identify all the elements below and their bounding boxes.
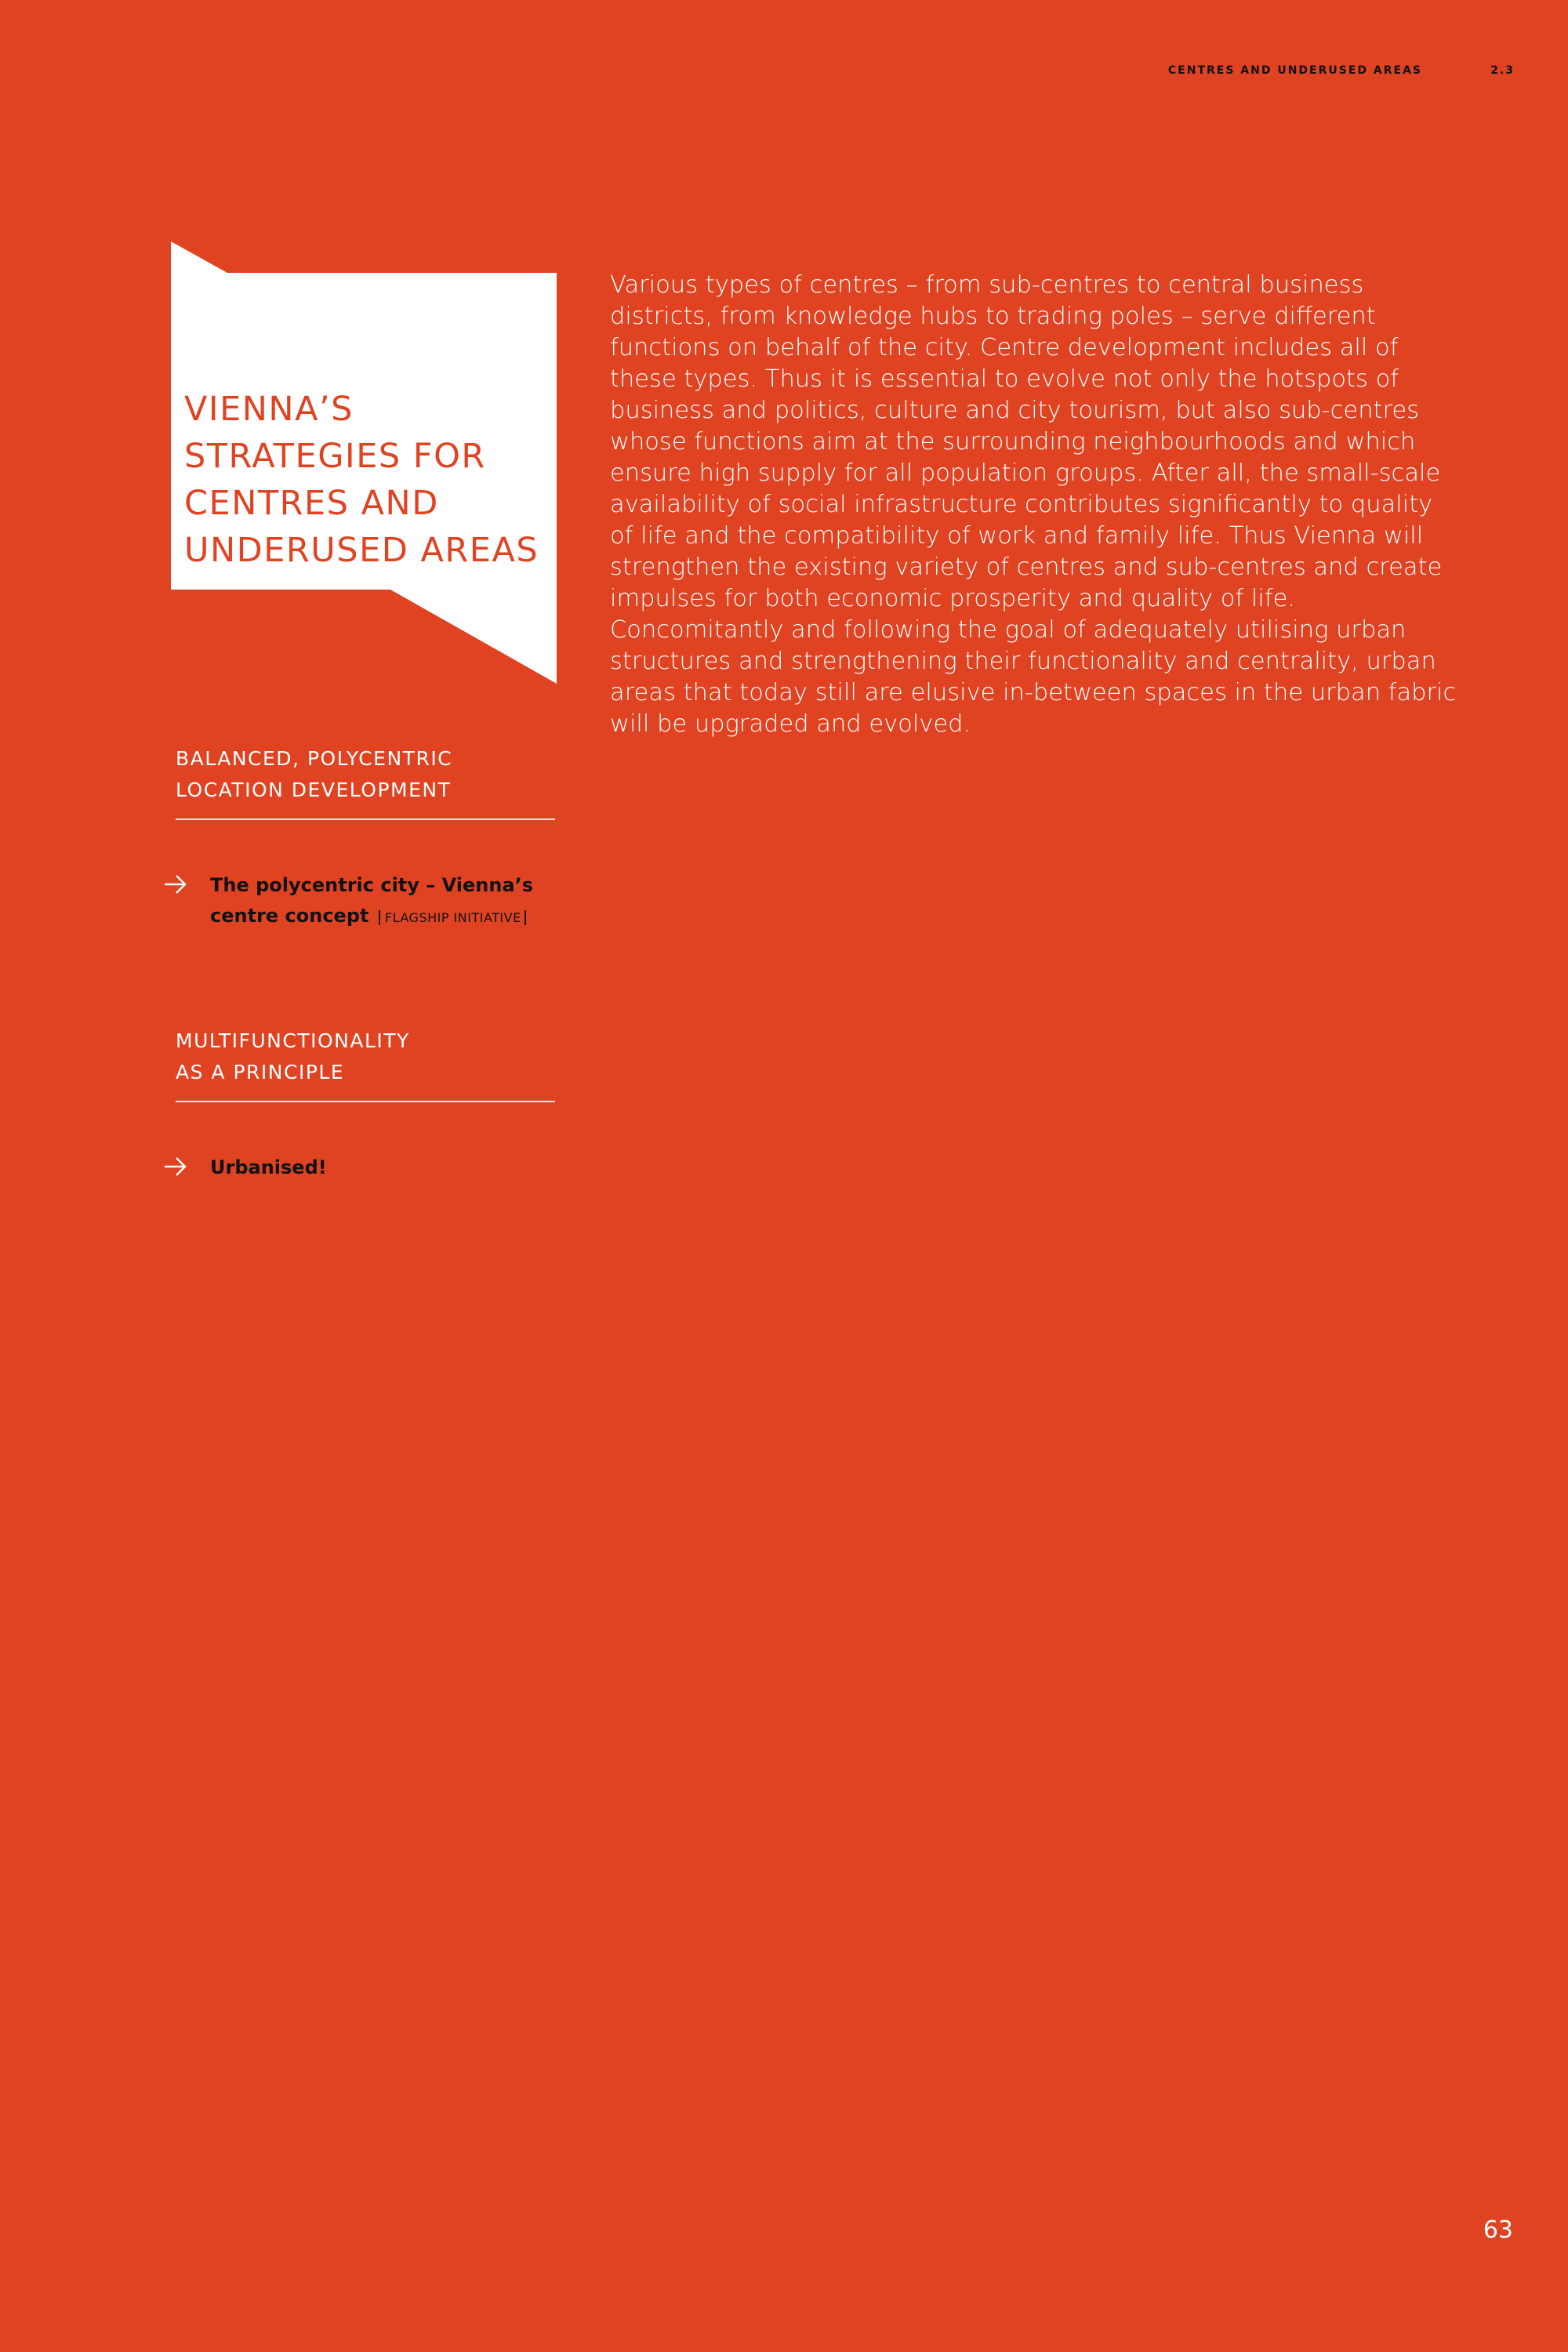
section-heading-line: BALANCED, POLYCENTRIC — [176, 747, 453, 770]
flagship-badge: FLAGSHIP INITIATIVE — [379, 910, 526, 925]
arrow-right-icon — [163, 873, 188, 895]
section-heading-line: LOCATION DEVELOPMENT — [176, 779, 452, 801]
section-divider — [176, 818, 555, 820]
link-text-line: Urbanised! — [210, 1156, 327, 1178]
page-title — [184, 386, 553, 574]
section-heading-block — [176, 1025, 555, 1102]
title-line: STRATEGIES FOR — [184, 437, 486, 476]
title-flag — [171, 241, 557, 684]
page-number: 63 — [1483, 2216, 1513, 2244]
intro-paragraph: Various types of centres – from sub-centres to central business districts, from knowledge hubs to trading poles – serve different functions on behalf of the city. Centre development includes all of these types. Thus it is essential to evolve not only the hotspots of business and politics, culture and city tourism, but also sub-centres whose functions aim at the surrounding neighbourhoods and which ensure high supply for all population groups. After all, the small-scale availability of social infrastructure contributes significantly to quality of life and the compatibility of work and family life. Thus Vienna will strengthen the existing variety of centres and sub-centres and create impulses for both economic prosperity and quality of life. Concomitantly and following the goal of adequately utilising urban structures and strengthening their functionality and centrality, urban areas that today still are elusive in-between spaces in the urban fabric will be upgraded and evolved. — [610, 271, 1457, 738]
link-text[interactable] — [210, 870, 555, 933]
title-line: UNDERUSED AREAS — [184, 531, 539, 570]
arrow-right-icon — [163, 1156, 188, 1178]
section-heading-line: MULTIFUNCTIONALITY — [176, 1029, 410, 1052]
link-text-line: The polycentric city – Vienna’s — [210, 874, 534, 896]
section-heading-block — [176, 743, 555, 820]
running-header — [0, 64, 1568, 83]
link-text-line: centre concept — [210, 905, 369, 927]
link-text[interactable] — [210, 1152, 555, 1183]
running-header-number: 2.3 — [1490, 64, 1515, 77]
title-line: VIENNA’S — [184, 390, 354, 429]
section-heading-line: AS A PRINCIPLE — [176, 1061, 345, 1083]
title-line: CENTRES AND — [184, 484, 439, 523]
section-divider — [176, 1101, 555, 1102]
section-heading — [176, 1025, 555, 1088]
running-header-section: CENTRES AND UNDERUSED AREAS — [1167, 64, 1422, 77]
section-heading — [176, 743, 555, 806]
